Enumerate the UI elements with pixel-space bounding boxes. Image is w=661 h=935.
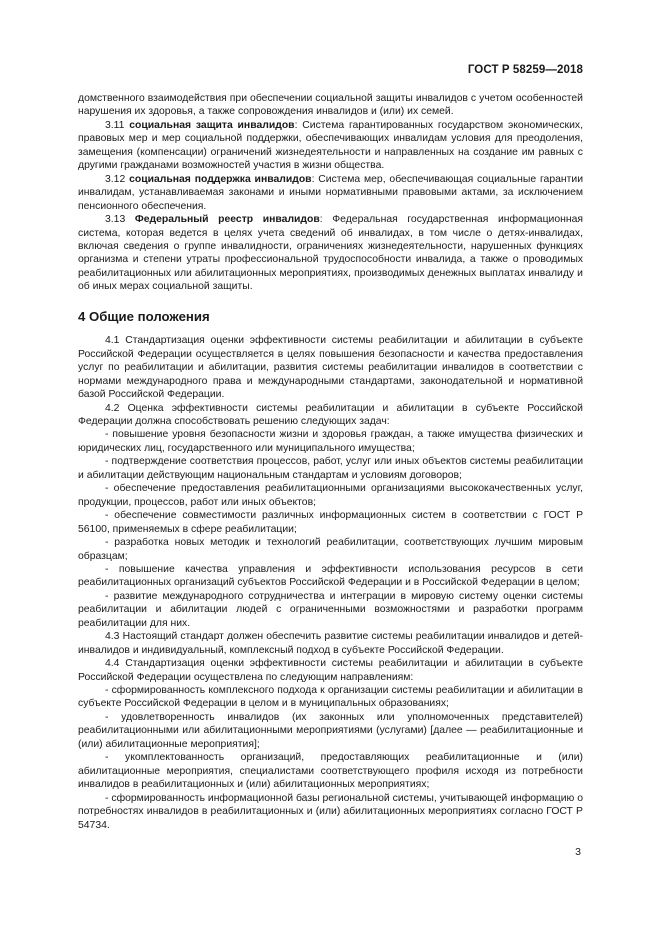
page-number: 3	[575, 846, 581, 858]
list-item: - удовлетворенность инвалидов (их законных или уполномоченных представителей) реабилитационными или абилитационными мероприятиями (услугами) [далее — реабилитационные и (или) абилитационные мероприятия];	[78, 711, 583, 750]
list-item: - развитие международного сотрудничества и интеграции в мировую систему оценки системы реабилитации и абилитации людей с ограниченными возможностями и разработки программ реабилитации для них.	[78, 590, 583, 629]
list-item: - подтверждение соответствия процессов, работ, услуг или иных объектов системы реабилитации и абилитации действующим национальным стандартам и условиям договоров;	[78, 456, 583, 481]
document-id-header: ГОСТ Р 58259—2018	[467, 64, 583, 76]
list-item: - обеспечение совместимости различных информационных систем в соответствии с ГОСТ Р 56100, применяемых в сфере реабилитации;	[78, 510, 583, 535]
definition-number: 3.11	[105, 119, 125, 131]
list-item: - сформированность информационной базы региональной системы, учитывающей информацию о потребностях инвалидов в реабилитационных и (или) абилитационных мероприятиях согласно ГОСТ Р 54734.	[78, 792, 583, 831]
definition-3-13	[78, 213, 583, 294]
definition-text: : Система гарантированных государством экономических, правовых мер и мер социальной поддержки, обеспечивающих инвалидам условия для преодоления, замещения (компенсации) ограничений жизнедеятельности и направленных на создание им равных с другими гражданами возможностей участия в жизни общества.	[78, 119, 583, 172]
list-item: - разработка новых методик и технологий реабилитации, соответствующих лучшим мировым образцам;	[78, 537, 583, 562]
page-body	[78, 92, 583, 832]
section-title: 4 Общие положения	[78, 308, 210, 324]
list-item: - повышение качества управления и эффективности использования ресурсов в сети реабилитационных организаций субъектов Российской Федерации и в Российской Федерации в целом;	[78, 563, 583, 589]
definition-term: Федеральный реестр инвалидов	[134, 214, 320, 226]
definition-term: социальная защита инвалидов	[129, 119, 295, 131]
paragraph-4-4: 4.4 Стандартизация оценки эффективности системы реабилитации и абилитации в субъекте Российской Федерации осуществлена по следующим направлениям:	[78, 658, 583, 683]
list-item: - повышение уровня безопасности жизни и здоровья граждан, а также имущества физических и юридических лиц, государственного или муниципального имущества;	[78, 429, 583, 454]
definition-3-11	[78, 119, 583, 173]
paragraph-4-2: 4.2 Оценка эффективности системы реабилитации и абилитации в субъекте Российской Федерации должна способствовать решению следующих задач:	[78, 402, 583, 427]
definition-number: 3.13	[105, 214, 126, 226]
paragraph-4-1: 4.1 Стандартизация оценки эффективности системы реабилитации и абилитации в субъекте Российской Федерации осуществляется в целях повышения безопасности и качества предоставления услуг по реабилитации и абилитации, развития системы реабилитации инвалидов в соответствии с нормами международного права и международными стандартами, законодательной и нормативной базой Российской Федерации.	[78, 335, 583, 401]
definition-term: социальная поддержка инвалидов	[129, 173, 312, 185]
definition-3-12	[78, 173, 583, 213]
definition-number: 3.12	[105, 173, 126, 185]
list-item: - обеспечение предоставления реабилитационными организациями высококачественных услуг, продукции, процессов, работ или иных объектов;	[78, 483, 583, 508]
intro-continuation: домственного взаимодействия при обеспечении социальной защиты инвалидов с учетом особенностей нарушения их здоровья, а также сопровождения инвалидов и (или) их семей.	[78, 93, 583, 118]
definition-text: : Федеральная государственная информационная система, которая ведется в целях учета сведений об инвалидах, в том числе о детях-инвалидах, включая сведения о группе инвалидности, ограничениях жизнедеятельности, нарушенных функциях организма и степени утраты профессиональной трудоспособности инвалида, а также о проводимых реабилитационных или абилитационных мероприятиях, производимых денежных выплатах инвалиду и об иных мерах социальной защиты.	[78, 214, 583, 293]
paragraph-4-3: 4.3 Настоящий стандарт должен обеспечить развитие системы реабилитации инвалидов и детей-инвалидов и индивидуальный, комплексный подход в субъекте Российской Федерации.	[78, 631, 583, 656]
list-item: - сформированность комплексного подхода к организации системы реабилитации и абилитации в субъекте Российской Федерации в целом и в муниципальных образованиях;	[78, 685, 583, 710]
list-item: - укомплектованность организаций, предоставляющих реабилитационные и (или) абилитационные мероприятия, специалистами соответствующего профиля исходя из потребности инвалидов в реабилитационных и (или) абилитационных мероприятиях;	[78, 752, 583, 791]
definition-text: : Система мер, обеспечивающая социальные гарантии инвалидам, устанавливаемая законами и иными нормативными правовыми актами, за исключением пенсионного обеспечения.	[78, 173, 583, 212]
